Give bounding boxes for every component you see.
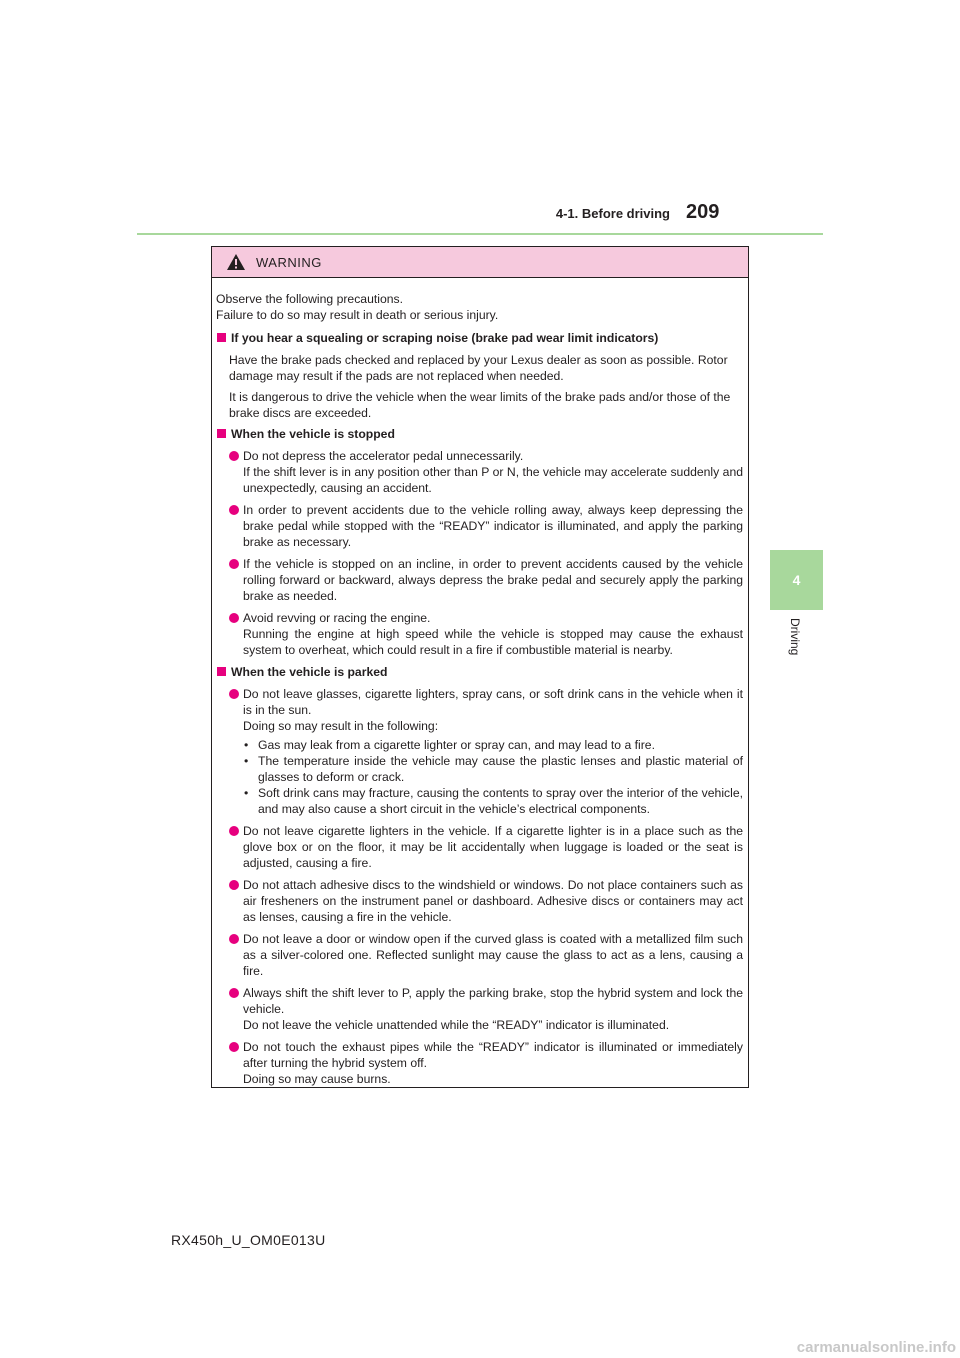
bullet-text: Do not touch the exhaust pipes while the “READY” indicator is illuminated or immediately after turning the hybrid system off. Doing so may cause burns. xyxy=(243,1040,743,1086)
small-dot-icon: • xyxy=(244,738,249,752)
circle-bullet-icon xyxy=(229,934,239,944)
chapter-tab-number: 4 xyxy=(792,572,801,588)
section-parked-heading xyxy=(216,664,743,680)
list-item xyxy=(216,985,743,1033)
circle-bullet-icon xyxy=(229,613,239,623)
circle-bullet-icon xyxy=(229,880,239,890)
small-dot-icon: • xyxy=(244,786,249,800)
section-stopped-heading xyxy=(216,426,743,442)
bullet-text: Do not attach adhesive discs to the windshield or windows. Do not place containers such as air fresheners on the instrument panel or dashboard. Adhesive discs or containers may act as lenses, causing a fire in the vehicle. xyxy=(243,878,743,924)
list-item xyxy=(216,448,743,496)
list-item xyxy=(216,556,743,604)
warning-intro-line-2: Failure to do so may result in death or serious injury. xyxy=(216,308,499,322)
list-item xyxy=(216,686,743,817)
circle-bullet-icon xyxy=(229,826,239,836)
list-item xyxy=(216,823,743,871)
warning-intro xyxy=(216,291,743,323)
square-bullet-icon xyxy=(217,333,226,342)
circle-bullet-icon xyxy=(229,1042,239,1052)
sub-list-item xyxy=(243,737,743,753)
section-heading-text: When the vehicle is parked xyxy=(231,665,388,679)
section-brake-pad-heading xyxy=(216,330,743,346)
header-section-title: 4-1. Before driving xyxy=(555,206,670,221)
section-heading-text: If you hear a squealing or scraping noise (brake pad wear limit indicators) xyxy=(231,331,659,345)
square-bullet-icon xyxy=(217,429,226,438)
circle-bullet-icon xyxy=(229,505,239,515)
section-paragraph: Have the brake pads checked and replaced by your Lexus dealer as soon as possible. Rotor damage may result if the pads are not replaced when needed. xyxy=(229,353,728,383)
bullet-text: Always shift the shift lever to P, apply the parking brake, stop the hybrid system and lock the vehicle. Do not leave the vehicle unattended while the “READY” indicator is illuminated. xyxy=(243,986,743,1032)
section-heading-text: When the vehicle is stopped xyxy=(231,427,395,441)
sub-item-text: Soft drink cans may fracture, causing the contents to spray over the interior of the vehicle, and may also cause a short circuit in the vehicle’s electrical components. xyxy=(258,786,743,816)
circle-bullet-icon xyxy=(229,988,239,998)
sub-item-text: The temperature inside the vehicle may cause the plastic lenses and plastic material of glasses to deform or crack. xyxy=(258,754,743,784)
square-bullet-icon xyxy=(217,667,226,676)
bullet-text: Avoid revving or racing the engine. Running the engine at high speed while the vehicle is stopped may cause the exhaust system to overheat, which could result in a fire if combustible material is nearby. xyxy=(243,611,743,657)
small-dot-icon: • xyxy=(244,754,249,768)
sub-item-text: Gas may leak from a cigarette lighter or spray can, and may lead to a fire. xyxy=(258,738,655,752)
warning-intro-line-1: Observe the following precautions. xyxy=(216,292,403,306)
warning-triangle-icon xyxy=(226,253,246,271)
chapter-label: Driving xyxy=(788,618,802,656)
list-item xyxy=(216,931,743,979)
warning-header xyxy=(212,247,748,278)
section-paragraph: It is dangerous to drive the vehicle when the wear limits of the brake pads and/or those of the brake discs are exceeded. xyxy=(229,390,731,420)
header-rule xyxy=(137,233,823,235)
circle-bullet-icon xyxy=(229,689,239,699)
bullet-text: Do not leave cigarette lighters in the vehicle. If a cigarette lighter is in a place such as the glove box or on the floor, it may be lit accidentally when luggage is loaded or the seat is adjusted, causing a fire. xyxy=(243,824,743,870)
chapter-tab[interactable] xyxy=(770,550,823,610)
list-item xyxy=(216,877,743,925)
list-item xyxy=(216,1039,743,1087)
warning-box xyxy=(211,246,749,1088)
sub-list-item xyxy=(243,753,743,785)
sub-list-item xyxy=(243,785,743,817)
footer-document-code: RX450h_U_OM0E013U xyxy=(171,1232,326,1248)
page-number: 209 xyxy=(686,201,720,223)
warning-title: WARNING xyxy=(256,254,322,270)
warning-body xyxy=(212,278,748,1087)
bullet-text: If the vehicle is stopped on an incline, in order to prevent accidents caused by the vehicle rolling forward or backward, always depress the brake pedal and securely apply the parking brake as needed. xyxy=(243,557,743,603)
bullet-text: Do not depress the accelerator pedal unnecessarily. If the shift lever is in any position other than P or N, the vehicle may accelerate suddenly and unexpectedly, causing an accident. xyxy=(243,449,743,495)
circle-bullet-icon xyxy=(229,451,239,461)
bullet-text: Do not leave a door or window open if the curved glass is coated with a metallized film such as a silver-colored one. Reflected sunlight may cause the glass to act as a lens, causing a fire. xyxy=(243,932,743,978)
bullet-text: Do not leave glasses, cigarette lighters, spray cans, or soft drink cans in the vehicle when it is in the sun. Doing so may result in the following: xyxy=(243,687,743,733)
bullet-text: In order to prevent accidents due to the vehicle rolling away, always keep depressing the brake pedal while stopped with the “READY” indicator is illuminated, and apply the parking brake as necessary. xyxy=(243,503,743,549)
circle-bullet-icon xyxy=(229,559,239,569)
list-item xyxy=(216,610,743,658)
footer-watermark: carmanualsonline.info xyxy=(796,1339,956,1356)
sub-list xyxy=(243,737,743,817)
list-item xyxy=(216,502,743,550)
